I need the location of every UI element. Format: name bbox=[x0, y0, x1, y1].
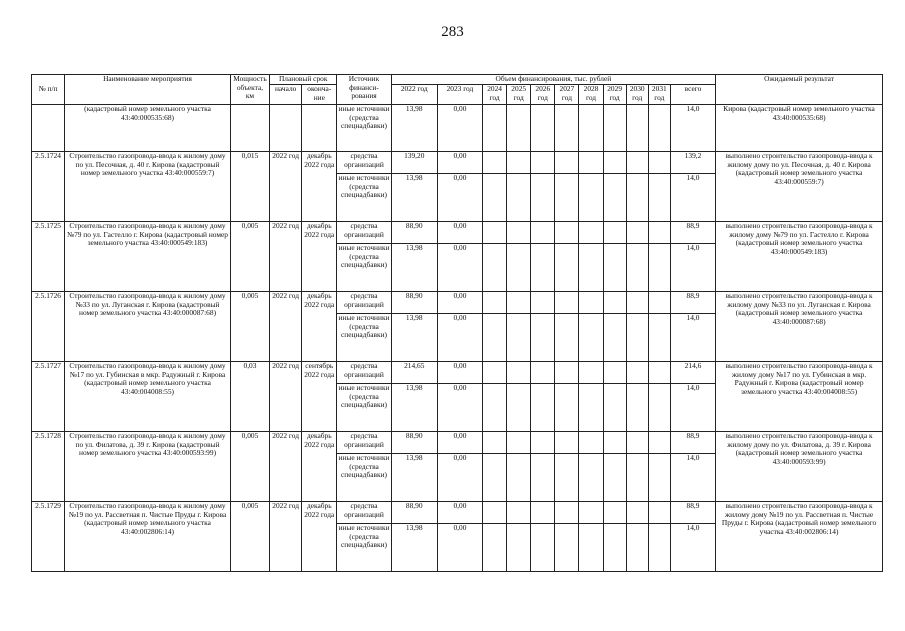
row-2023-org: 0,00 bbox=[437, 222, 482, 244]
row-name: Строительство газопровода-ввода к жилому дому №79 по ул. Гастелло г. Кирова (кадастровый номер земельного участка 43:40:000549:183) bbox=[65, 222, 231, 292]
row-end: декабрь 2022 года bbox=[302, 502, 337, 572]
row-result: выполнено строительство газопровода-ввода к жилому дому №33 по ул. Луганская г. Кирова (кадастровый номер земельного участка 43:40:000087:68) bbox=[716, 292, 883, 362]
row-num: 2.5.1729 bbox=[32, 502, 65, 572]
row-result: Кирова (кадастровый номер земельного участка 43:40:000535:68) bbox=[716, 105, 883, 152]
table-row bbox=[32, 105, 883, 152]
row-end: декабрь 2022 года bbox=[302, 292, 337, 362]
row-2023-other: 0,00 bbox=[437, 454, 482, 502]
row-capacity: 0,005 bbox=[230, 222, 269, 292]
row-2022-org: 214,65 bbox=[391, 362, 437, 384]
row-source-other: иные источники (средства спецнадбавки) bbox=[337, 384, 391, 432]
row-2022: 13,98 bbox=[391, 105, 437, 152]
row-source: иные источники (средства спецнадбавки) bbox=[337, 105, 391, 152]
row-result: выполнено строительство газопровода-ввода к жилому дому №79 по ул. Гастелло г. Кирова (кадастровый номер земельного участка 43:40:000549:183) bbox=[716, 222, 883, 292]
header-start: начало bbox=[270, 85, 302, 105]
financing-table bbox=[31, 74, 883, 572]
row-total-org: 88,9 bbox=[670, 432, 715, 454]
row-end: декабрь 2022 года bbox=[302, 222, 337, 292]
row-start: 2022 год bbox=[270, 362, 302, 432]
row-num bbox=[32, 105, 65, 152]
header-2025: 2025 год bbox=[507, 85, 531, 105]
page-number: 283 bbox=[441, 24, 464, 40]
row-total-other: 14,0 bbox=[670, 244, 715, 292]
table-row bbox=[32, 432, 883, 454]
header-2029: 2029 год bbox=[603, 85, 626, 105]
row-2022-other: 13,98 bbox=[391, 314, 437, 362]
row-2023-other: 0,00 bbox=[437, 384, 482, 432]
row-capacity: 0,005 bbox=[230, 502, 269, 572]
row-source-other: иные источники (средства спецнадбавки) bbox=[337, 244, 391, 292]
row-total-org: 88,9 bbox=[670, 292, 715, 314]
row-total-org: 88,9 bbox=[670, 502, 715, 524]
header-2027: 2027 год bbox=[555, 85, 579, 105]
row-num: 2.5.1726 bbox=[32, 292, 65, 362]
row-source-org: средства организаций bbox=[337, 502, 391, 524]
row-2023: 0,00 bbox=[437, 105, 482, 152]
row-2023-other: 0,00 bbox=[437, 524, 482, 572]
header-2022: 2022 год bbox=[391, 85, 437, 105]
row-result: выполнено строительство газопровода-ввода к жилому дому по ул. Песочная, д. 40 г. Кирова (кадастровый номер земельного участка 43:40:000559:7) bbox=[716, 152, 883, 222]
header-2031: 2031 год bbox=[648, 85, 670, 105]
row-2022-org: 88,90 bbox=[391, 432, 437, 454]
row-2022-other: 13,98 bbox=[391, 244, 437, 292]
row-start: 2022 год bbox=[270, 222, 302, 292]
row-start: 2022 год bbox=[270, 502, 302, 572]
row-result: выполнено строительство газопровода-ввода к жилому дому №17 по ул. Губинская в мкр. Радужный г. Кирова (кадастровый номер земельного участка 43:40:004008:55) bbox=[716, 362, 883, 432]
row-source-other: иные источники (средства спецнадбавки) bbox=[337, 314, 391, 362]
row-source-org: средства организаций bbox=[337, 292, 391, 314]
header-end: оконча- ние bbox=[302, 85, 337, 105]
row-name: Строительство газопровода-ввода к жилому дому №19 по ул. Рассветная п. Чистые Пруды г. Кирова (кадастровый номер земельного участка 43:40:002806:14) bbox=[65, 502, 231, 572]
row-2023-org: 0,00 bbox=[437, 432, 482, 454]
header-2023: 2023 год bbox=[437, 85, 482, 105]
row-result: выполнено строительство газопровода-ввода к жилому дому №19 по ул. Рассветная п. Чистые Пруды г. Кирова (кадастровый номер земельного участка 43:40:002806:14) bbox=[716, 502, 883, 572]
row-total-other: 14,0 bbox=[670, 174, 715, 222]
row-2022-other: 13,98 bbox=[391, 454, 437, 502]
row-name: Строительство газопровода-ввода к жилому дому №33 по ул. Луганская г. Кирова (кадастровый номер земельного участка 43:40:000087:68) bbox=[65, 292, 231, 362]
row-source-org: средства организаций bbox=[337, 152, 391, 174]
row-start: 2022 год bbox=[270, 292, 302, 362]
row-total-org: 88,9 bbox=[670, 222, 715, 244]
row-start: 2022 год bbox=[270, 432, 302, 502]
row-source-other: иные источники (средства спецнадбавки) bbox=[337, 174, 391, 222]
row-total-other: 14,0 bbox=[670, 524, 715, 572]
header-capacity: Мощность объекта, км bbox=[230, 75, 269, 105]
row-capacity: 0,005 bbox=[230, 292, 269, 362]
table-row bbox=[32, 502, 883, 524]
row-2023-org: 0,00 bbox=[437, 152, 482, 174]
row-capacity: 0,03 bbox=[230, 362, 269, 432]
header-2030: 2030 год bbox=[626, 85, 648, 105]
row-source-org: средства организаций bbox=[337, 432, 391, 454]
header-2024: 2024 год bbox=[483, 85, 507, 105]
row-2022-org: 88,90 bbox=[391, 292, 437, 314]
row-2022-other: 13,98 bbox=[391, 384, 437, 432]
row-source-other: иные источники (средства спецнадбавки) bbox=[337, 524, 391, 572]
row-total: 14,0 bbox=[670, 105, 715, 152]
header-volume: Объем финансирования, тыс. рублей bbox=[391, 75, 716, 85]
header-name: Наименование мероприятия bbox=[65, 75, 231, 105]
header-source: Источник финанси- рования bbox=[337, 75, 391, 105]
row-total-org: 214,6 bbox=[670, 362, 715, 384]
row-capacity: 0,015 bbox=[230, 152, 269, 222]
row-source-org: средства организаций bbox=[337, 362, 391, 384]
row-source-other: иные источники (средства спецнадбавки) bbox=[337, 454, 391, 502]
row-total-other: 14,0 bbox=[670, 314, 715, 362]
row-num: 2.5.1728 bbox=[32, 432, 65, 502]
row-2023-other: 0,00 bbox=[437, 244, 482, 292]
header-2028: 2028 год bbox=[579, 85, 603, 105]
row-num: 2.5.1724 bbox=[32, 152, 65, 222]
row-name: (кадастровый номер земельного участка 43:40:000535:68) bbox=[65, 105, 231, 152]
row-2023-other: 0,00 bbox=[437, 314, 482, 362]
row-2022-org: 88,90 bbox=[391, 502, 437, 524]
row-total-org: 139,2 bbox=[670, 152, 715, 174]
row-2023-other: 0,00 bbox=[437, 174, 482, 222]
header-plan: Плановый срок bbox=[270, 75, 337, 85]
row-total-other: 14,0 bbox=[670, 384, 715, 432]
row-end: сентябрь 2022 года bbox=[302, 362, 337, 432]
row-result: выполнено строительство газопровода-ввода к жилому дому по ул. Филатова, д. 39 г. Кирова (кадастровый номер земельного участка 43:40:000593:99) bbox=[716, 432, 883, 502]
row-2023-org: 0,00 bbox=[437, 502, 482, 524]
row-num: 2.5.1727 bbox=[32, 362, 65, 432]
row-2022-other: 13,98 bbox=[391, 524, 437, 572]
row-capacity: 0,005 bbox=[230, 432, 269, 502]
row-name: Строительство газопровода-ввода к жилому дому по ул. Песочная, д. 40 г. Кирова (кадастровый номер земельного участка 43:40:000559:7) bbox=[65, 152, 231, 222]
row-name: Строительство газопровода-ввода к жилому дому №17 по ул. Губинская в мкр. Радужный г. Кирова (кадастровый номер земельного участка 43:40:004008:55) bbox=[65, 362, 231, 432]
row-2022-org: 139,20 bbox=[391, 152, 437, 174]
header-2026: 2026 год bbox=[531, 85, 555, 105]
header-total: всего bbox=[670, 85, 715, 105]
row-name: Строительство газопровода-ввода к жилому дому по ул. Филатова, д. 39 г. Кирова (кадастровый номер земельного участка 43:40:000593:99) bbox=[65, 432, 231, 502]
header-result: Ожидаемый результат bbox=[716, 75, 883, 105]
row-2022-org: 88,90 bbox=[391, 222, 437, 244]
row-end: декабрь 2022 года bbox=[302, 152, 337, 222]
row-source-org: средства организаций bbox=[337, 222, 391, 244]
header-num: № п/п bbox=[32, 75, 65, 105]
row-2022-other: 13,98 bbox=[391, 174, 437, 222]
table-row bbox=[32, 362, 883, 384]
row-total-other: 14,0 bbox=[670, 454, 715, 502]
row-2023-org: 0,00 bbox=[437, 362, 482, 384]
table-row bbox=[32, 152, 883, 174]
row-2023-org: 0,00 bbox=[437, 292, 482, 314]
row-num: 2.5.1725 bbox=[32, 222, 65, 292]
row-start: 2022 год bbox=[270, 152, 302, 222]
row-end: декабрь 2022 года bbox=[302, 432, 337, 502]
table-row bbox=[32, 222, 883, 244]
table-row bbox=[32, 292, 883, 314]
